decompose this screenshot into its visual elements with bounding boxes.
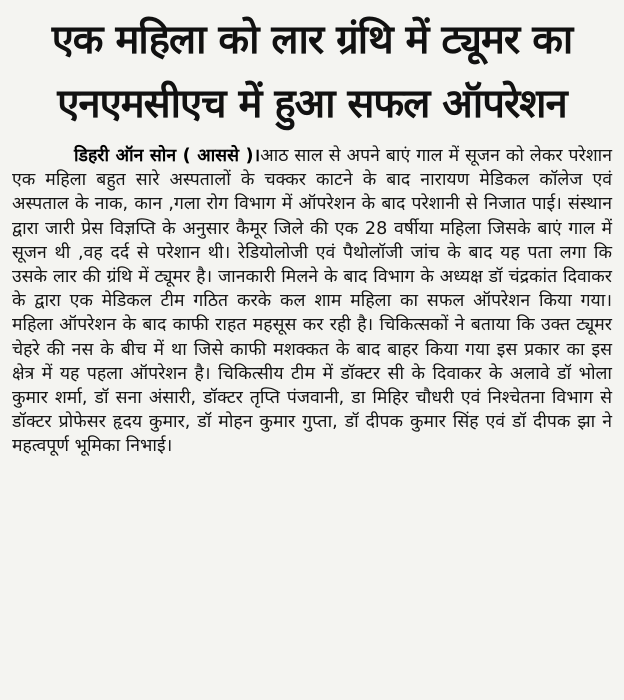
headline-line-1: एक महिला को लार ग्रंथि में ट्यूमर का bbox=[51, 17, 573, 63]
headline-line-2: एनएमसीएच में हुआ सफल ऑपरेशन bbox=[57, 81, 567, 127]
dateline: डिहरी ऑन सोन ( आससे )। bbox=[74, 146, 261, 166]
headline bbox=[12, 8, 612, 136]
article-body bbox=[12, 144, 612, 459]
article-text: आठ साल से अपने बाएं गाल में सूजन को लेकर परेशान एक महिला बहुत सारे अस्पतालों के चक्कर काटने के बाद नारायण मेडिकल कॉलेज एवं अस्पताल के नाक, कान ,गला रोग विभाग में ऑपरेशन के बाद परेशानी से निजात पाई। संस्थान द्वारा जारी प्रेस विज्ञप्ति के अनुसार कैमूर जिले की एक 28 वर्षीया महिला जिसके बाएं गाल में सूजन थी ,वह दर्द से परेशान थी। रेडियोलोजी एवं पैथोलॉजी जांच के बाद यह पता लगा कि उसके लार की ग्रंथि में ट्यूमर है। जानकारी मिलने के बाद विभाग के अध्यक्ष डॉ चंद्रकांत दिवाकर के द्वारा एक मेडिकल टीम गठित करके कल शाम महिला का सफल ऑपरेशन किया गया। महिला ऑपरेशन के बाद काफी राहत महसूस कर रही है। चिकित्सकों ने बताया कि उक्त ट्यूमर चेहरे की नस के बीच में था जिसे काफी मशक्कत के बाद बाहर किया गया इस प्रकार का इस क्षेत्र में यह पहला ऑपरेशन है। चिकित्सीय टीम में डॉक्टर सी के दिवाकर के अलावे डॉ भोला कुमार शर्मा, डॉ सना अंसारी, डॉक्टर तृप्ति पंजवानी, डा मिहिर चौधरी एवं निश्चेतना विभाग से डॉक्टर प्रोफेसर हृदय कुमार, डॉ मोहन कुमार गुप्ता, डॉ दीपक कुमार सिंह एवं डॉ दीपक झा ने महत्वपूर्ण भूमिका निभाई। bbox=[12, 146, 612, 457]
